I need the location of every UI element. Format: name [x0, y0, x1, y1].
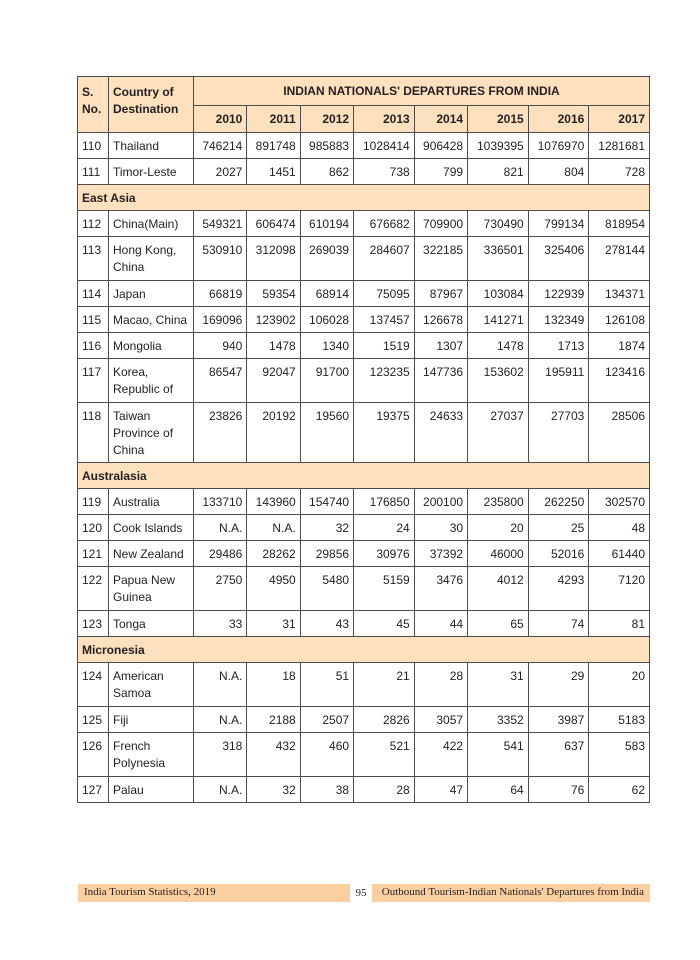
- table-row: [78, 567, 650, 611]
- table-row: [78, 541, 650, 567]
- cell-sno: 124: [78, 663, 109, 707]
- cell-value: 1076970: [528, 133, 589, 159]
- cell-country: Australia: [109, 489, 194, 515]
- table-row: [78, 159, 650, 185]
- cell-value: 28: [414, 663, 467, 707]
- cell-value: 985883: [300, 133, 353, 159]
- cell-value: 746214: [194, 133, 247, 159]
- cell-value: 891748: [247, 133, 300, 159]
- cell-value: 460: [300, 733, 353, 777]
- cell-sno: 114: [78, 281, 109, 307]
- cell-value: 5159: [354, 567, 415, 611]
- cell-value: 3476: [414, 567, 467, 611]
- table-row: [78, 663, 650, 707]
- cell-value: 32: [247, 777, 300, 803]
- region-label: East Asia: [78, 185, 650, 211]
- cell-value: 27037: [468, 403, 529, 463]
- cell-value: 43: [300, 611, 353, 637]
- cell-value: 62: [589, 777, 650, 803]
- cell-value: 176850: [354, 489, 415, 515]
- cell-value: 2826: [354, 707, 415, 733]
- cell-sno: 125: [78, 707, 109, 733]
- region-row: [78, 463, 650, 489]
- cell-value: 3057: [414, 707, 467, 733]
- cell-value: 126678: [414, 307, 467, 333]
- region-row: [78, 185, 650, 211]
- cell-value: 20192: [247, 403, 300, 463]
- cell-value: 59354: [247, 281, 300, 307]
- cell-country: French Polynesia: [109, 733, 194, 777]
- cell-value: 4950: [247, 567, 300, 611]
- cell-value: 1451: [247, 159, 300, 185]
- cell-value: 799: [414, 159, 467, 185]
- cell-value: 4293: [528, 567, 589, 611]
- header-year: 2012: [300, 106, 353, 133]
- cell-value: 269039: [300, 237, 353, 281]
- cell-value: 137457: [354, 307, 415, 333]
- footer-chapter: Outbound Tourism-Indian Nationals' Departures from India: [381, 886, 644, 898]
- cell-sno: 127: [78, 777, 109, 803]
- cell-value: 521: [354, 733, 415, 777]
- cell-value: 68914: [300, 281, 353, 307]
- cell-value: 81: [589, 611, 650, 637]
- cell-value: 29: [528, 663, 589, 707]
- cell-value: 123902: [247, 307, 300, 333]
- cell-value: 610194: [300, 211, 353, 237]
- cell-value: 87967: [414, 281, 467, 307]
- cell-value: 738: [354, 159, 415, 185]
- cell-value: 676682: [354, 211, 415, 237]
- cell-value: 422: [414, 733, 467, 777]
- cell-value: 7120: [589, 567, 650, 611]
- cell-country: New Zealand: [109, 541, 194, 567]
- header-year: 2016: [528, 106, 589, 133]
- table-row: [78, 307, 650, 333]
- cell-value: 1478: [247, 333, 300, 359]
- cell-sno: 126: [78, 733, 109, 777]
- cell-value: 804: [528, 159, 589, 185]
- cell-value: 20: [589, 663, 650, 707]
- cell-value: 20: [468, 515, 529, 541]
- cell-country: Cook Islands: [109, 515, 194, 541]
- cell-value: N.A.: [194, 777, 247, 803]
- cell-value: N.A.: [194, 663, 247, 707]
- cell-value: 318: [194, 733, 247, 777]
- cell-value: 29486: [194, 541, 247, 567]
- cell-value: 432: [247, 733, 300, 777]
- cell-value: 169096: [194, 307, 247, 333]
- cell-value: 200100: [414, 489, 467, 515]
- cell-value: 2188: [247, 707, 300, 733]
- cell-value: 1519: [354, 333, 415, 359]
- cell-value: 195911: [528, 359, 589, 403]
- cell-value: 154740: [300, 489, 353, 515]
- cell-value: 25: [528, 515, 589, 541]
- page-number: 95: [350, 882, 372, 904]
- cell-value: 549321: [194, 211, 247, 237]
- header-year: 2011: [247, 106, 300, 133]
- cell-value: 31: [468, 663, 529, 707]
- cell-value: 730490: [468, 211, 529, 237]
- header-country: Country of Destination: [109, 77, 194, 133]
- cell-sno: 111: [78, 159, 109, 185]
- table-row: [78, 611, 650, 637]
- cell-value: 123235: [354, 359, 415, 403]
- cell-value: 2507: [300, 707, 353, 733]
- header-year: 2017: [589, 106, 650, 133]
- table-row: [78, 133, 650, 159]
- cell-value: 1307: [414, 333, 467, 359]
- cell-value: 322185: [414, 237, 467, 281]
- region-label: Micronesia: [78, 637, 650, 663]
- cell-value: 799134: [528, 211, 589, 237]
- cell-value: 24: [354, 515, 415, 541]
- cell-value: 153602: [468, 359, 529, 403]
- cell-value: 19560: [300, 403, 353, 463]
- table-row: [78, 237, 650, 281]
- cell-value: 2027: [194, 159, 247, 185]
- cell-sno: 123: [78, 611, 109, 637]
- cell-value: 2750: [194, 567, 247, 611]
- cell-value: 583: [589, 733, 650, 777]
- cell-sno: 122: [78, 567, 109, 611]
- cell-value: 47: [414, 777, 467, 803]
- cell-value: 818954: [589, 211, 650, 237]
- cell-value: 86547: [194, 359, 247, 403]
- cell-value: 28: [354, 777, 415, 803]
- cell-country: Hong Kong, China: [109, 237, 194, 281]
- cell-value: 64: [468, 777, 529, 803]
- cell-sno: 115: [78, 307, 109, 333]
- cell-value: 92047: [247, 359, 300, 403]
- cell-sno: 113: [78, 237, 109, 281]
- cell-value: 23826: [194, 403, 247, 463]
- cell-sno: 118: [78, 403, 109, 463]
- cell-value: 18: [247, 663, 300, 707]
- cell-value: 325406: [528, 237, 589, 281]
- cell-value: 906428: [414, 133, 467, 159]
- table-row: [78, 707, 650, 733]
- cell-value: 133710: [194, 489, 247, 515]
- table-row: [78, 489, 650, 515]
- cell-value: 27703: [528, 403, 589, 463]
- cell-country: Papua New Guinea: [109, 567, 194, 611]
- header-sno: S. No.: [78, 77, 109, 133]
- cell-value: 37392: [414, 541, 467, 567]
- cell-value: 3987: [528, 707, 589, 733]
- header-year: 2010: [194, 106, 247, 133]
- cell-value: 38: [300, 777, 353, 803]
- cell-value: 709900: [414, 211, 467, 237]
- cell-value: 66819: [194, 281, 247, 307]
- cell-value: 29856: [300, 541, 353, 567]
- cell-value: 1478: [468, 333, 529, 359]
- cell-value: 336501: [468, 237, 529, 281]
- cell-sno: 120: [78, 515, 109, 541]
- cell-value: N.A.: [247, 515, 300, 541]
- cell-value: 44: [414, 611, 467, 637]
- cell-value: 143960: [247, 489, 300, 515]
- cell-country: Tonga: [109, 611, 194, 637]
- table-row: [78, 403, 650, 463]
- cell-country: Korea, Republic of: [109, 359, 194, 403]
- cell-country: China(Main): [109, 211, 194, 237]
- cell-value: 284607: [354, 237, 415, 281]
- footer-publication: India Tourism Statistics, 2019: [84, 886, 216, 898]
- cell-value: 28506: [589, 403, 650, 463]
- cell-value: 103084: [468, 281, 529, 307]
- page-footer: [78, 884, 650, 902]
- cell-value: 3352: [468, 707, 529, 733]
- cell-value: 235800: [468, 489, 529, 515]
- cell-value: 76: [528, 777, 589, 803]
- cell-country: Palau: [109, 777, 194, 803]
- cell-value: 52016: [528, 541, 589, 567]
- table-row: [78, 733, 650, 777]
- header-year: 2015: [468, 106, 529, 133]
- table-row: [78, 515, 650, 541]
- cell-value: 278144: [589, 237, 650, 281]
- header-year: 2014: [414, 106, 467, 133]
- cell-value: 1874: [589, 333, 650, 359]
- cell-value: 126108: [589, 307, 650, 333]
- cell-value: 530910: [194, 237, 247, 281]
- cell-value: 262250: [528, 489, 589, 515]
- header-group-title: INDIAN NATIONALS' DEPARTURES FROM INDIA: [194, 77, 650, 106]
- cell-sno: 112: [78, 211, 109, 237]
- cell-value: 1713: [528, 333, 589, 359]
- cell-value: 5480: [300, 567, 353, 611]
- region-label: Australasia: [78, 463, 650, 489]
- cell-country: Mongolia: [109, 333, 194, 359]
- table-row: [78, 359, 650, 403]
- cell-value: 141271: [468, 307, 529, 333]
- table-row: [78, 281, 650, 307]
- cell-country: Timor-Leste: [109, 159, 194, 185]
- cell-value: 48: [589, 515, 650, 541]
- cell-value: 33: [194, 611, 247, 637]
- header-year: 2013: [354, 106, 415, 133]
- cell-value: 821: [468, 159, 529, 185]
- cell-value: 1028414: [354, 133, 415, 159]
- cell-value: 74: [528, 611, 589, 637]
- cell-value: 940: [194, 333, 247, 359]
- cell-country: Taiwan Province of China: [109, 403, 194, 463]
- table-row: [78, 211, 650, 237]
- cell-country: Macao, China: [109, 307, 194, 333]
- cell-value: 862: [300, 159, 353, 185]
- cell-sno: 121: [78, 541, 109, 567]
- cell-value: 51: [300, 663, 353, 707]
- region-row: [78, 637, 650, 663]
- cell-value: 312098: [247, 237, 300, 281]
- cell-value: 28262: [247, 541, 300, 567]
- cell-value: 30976: [354, 541, 415, 567]
- cell-value: N.A.: [194, 515, 247, 541]
- cell-value: 728: [589, 159, 650, 185]
- cell-sno: 119: [78, 489, 109, 515]
- cell-sno: 117: [78, 359, 109, 403]
- cell-value: 24633: [414, 403, 467, 463]
- cell-value: 106028: [300, 307, 353, 333]
- cell-value: 32: [300, 515, 353, 541]
- cell-sno: 116: [78, 333, 109, 359]
- cell-country: Japan: [109, 281, 194, 307]
- cell-value: 1039395: [468, 133, 529, 159]
- cell-value: 31: [247, 611, 300, 637]
- cell-value: 75095: [354, 281, 415, 307]
- cell-value: 61440: [589, 541, 650, 567]
- table-body: [78, 133, 650, 803]
- cell-value: N.A.: [194, 707, 247, 733]
- cell-value: 45: [354, 611, 415, 637]
- table-row: [78, 333, 650, 359]
- cell-value: 91700: [300, 359, 353, 403]
- cell-country: American Samoa: [109, 663, 194, 707]
- table-row: [78, 777, 650, 803]
- departures-table: [77, 76, 650, 803]
- cell-value: 30: [414, 515, 467, 541]
- cell-value: 637: [528, 733, 589, 777]
- cell-value: 541: [468, 733, 529, 777]
- cell-value: 302570: [589, 489, 650, 515]
- cell-value: 122939: [528, 281, 589, 307]
- cell-value: 132349: [528, 307, 589, 333]
- cell-value: 1281681: [589, 133, 650, 159]
- cell-value: 606474: [247, 211, 300, 237]
- cell-sno: 110: [78, 133, 109, 159]
- cell-value: 65: [468, 611, 529, 637]
- cell-value: 21: [354, 663, 415, 707]
- cell-value: 1340: [300, 333, 353, 359]
- cell-value: 147736: [414, 359, 467, 403]
- cell-value: 123416: [589, 359, 650, 403]
- cell-value: 5183: [589, 707, 650, 733]
- cell-country: Thailand: [109, 133, 194, 159]
- cell-value: 46000: [468, 541, 529, 567]
- cell-value: 4012: [468, 567, 529, 611]
- cell-value: 19375: [354, 403, 415, 463]
- cell-country: Fiji: [109, 707, 194, 733]
- cell-value: 134371: [589, 281, 650, 307]
